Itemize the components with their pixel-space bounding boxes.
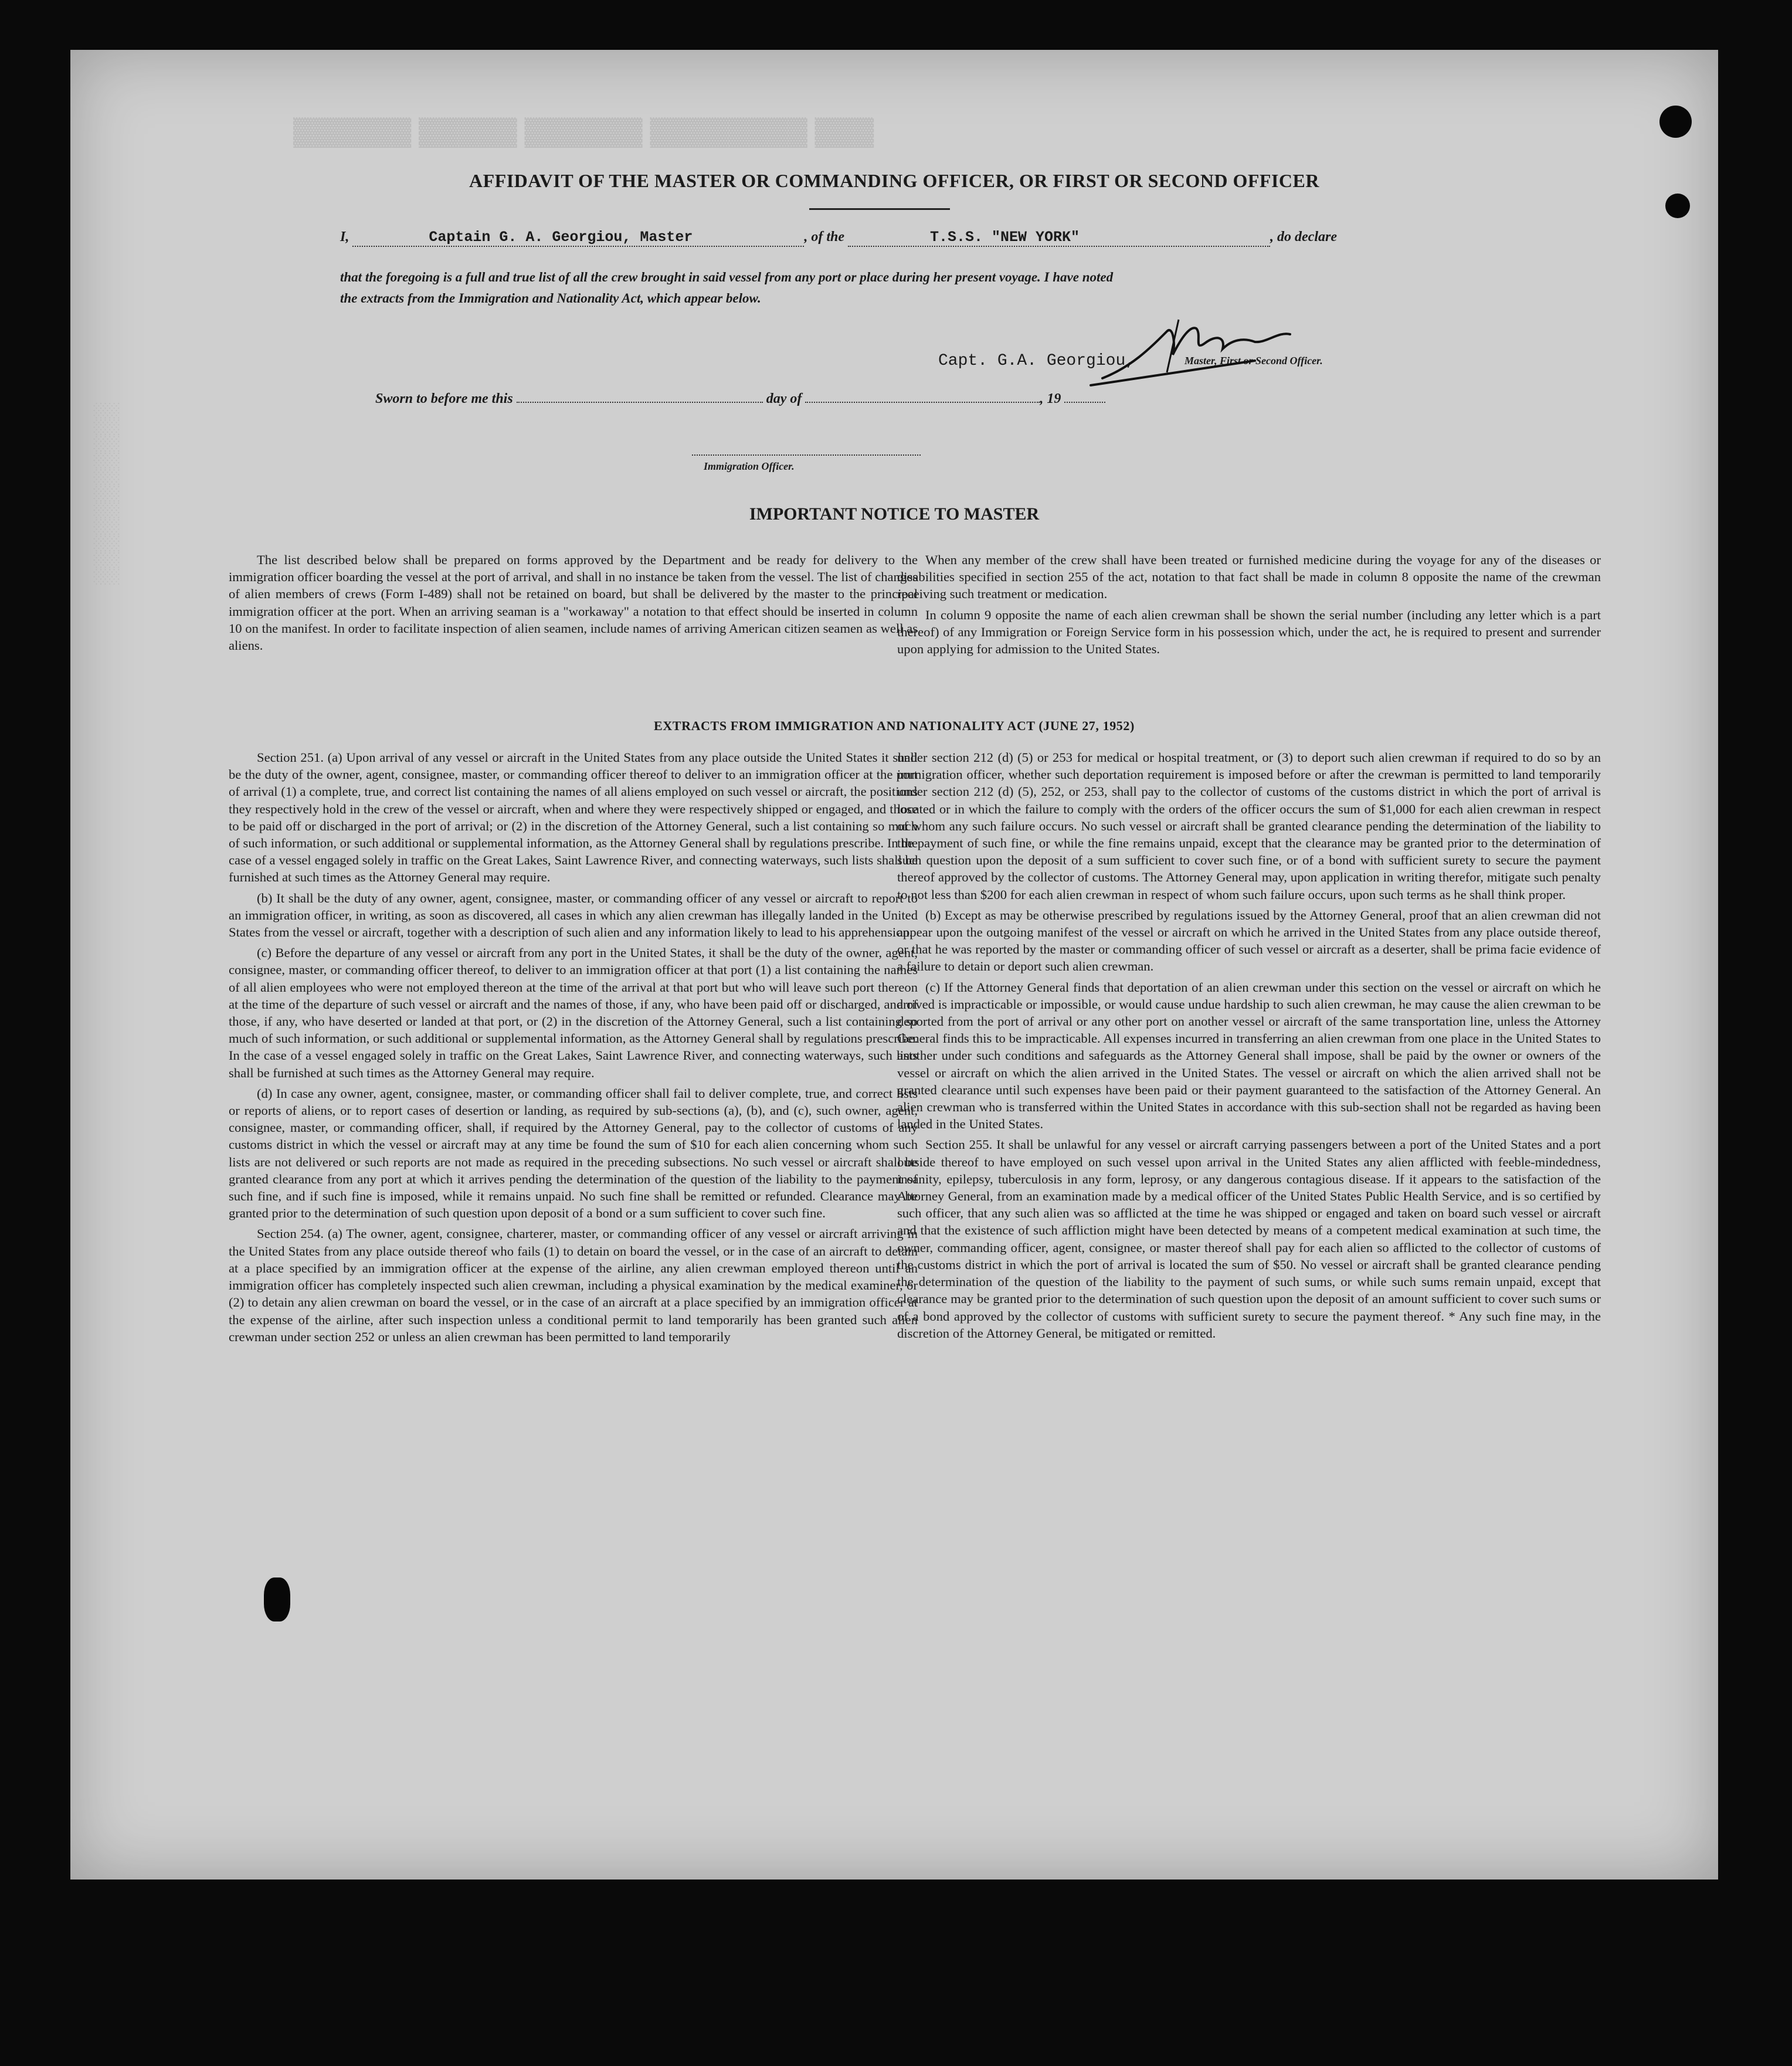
bleed-through-header: ▓▓▓ ▓▓▓▓▓▓▓▓ ▓▓▓▓▓▓ ▓▓▓▓▓ ▓▓▓▓▓▓ xyxy=(293,115,874,145)
sworn-blank xyxy=(517,402,763,403)
immigration-officer-label: Immigration Officer. xyxy=(704,460,795,472)
of-the-label: , of the xyxy=(804,229,845,245)
extract-section-251c: (c) Before the departure of any vessel or aircraft from any port in the United States, it shall be the duty of the owner, agent, consignee, master, or commanding officer thereof, to deliver to an immigration officer at that port (1) a list containing the names of all alien employees who were not employed thereon at the time of the arrival at that port but who will leave such port thereon at the time of the departure of such vessel or aircraft and the names of those, if any, who have been paid off or discharged, and of those, if any, who have deserted or landed at that port, or (2) in the discretion of the Attorney General, such a list containing so much of such information, or such additional or supplemental information, as the Attorney General shall by regulations prescribe. In the case of a vessel engaged solely in traffic on the Great Lakes, Saint Lawrence River, and connecting waterways, such lists shall be furnished at such times as the Attorney General may require. xyxy=(229,945,918,1080)
affidavit-statement xyxy=(340,267,1466,309)
handwritten-signature xyxy=(1079,308,1325,390)
affidavit-declaration-line xyxy=(340,229,1337,247)
affidavit-prefix: I, xyxy=(340,229,349,245)
extract-section-254b: (b) Except as may be otherwise prescribed by regulations issued by the Attorney General, proof that an alien crewman did not appear upon the outgoing manifest of the vessel or aircraft on which he arrived in the United States from any place outside thereof, or that he was reported by the master or commanding officer of such vessel or aircraft as a deserter, shall be prima facie evidence of a failure to detain or deport such alien crewman. xyxy=(897,907,1601,974)
do-declare-label: , do declare xyxy=(1270,229,1337,245)
extract-section-254c: (c) If the Attorney General finds that deportation of an alien crewman under this section on the vessel or aircraft on which he arrived is impracticable or impossible, or would cause undue hardship to such alien crewman, he may cause the alien crewman to be deported from the port of arrival or any other port on another vessel or aircraft of the same transportation line, unless the Attorney General finds this to be impracticable. All expenses incurred in transferring an alien crewman from one place in the United States to another under such conditions and safeguards as the Attorney General shall impose, shall be paid by the owner or owners of the vessel or aircraft on which the alien arrived in the United States. The vessel or aircraft on which the alien arrived shall not be granted clearance until such expenses have been paid or their payment guaranteed to the satisfaction of the Attorney General. An alien crewman who is transferred within the United States in accordance with this sub-section shall not be regarded as having been landed in the United States. xyxy=(897,979,1601,1132)
notice-right-column xyxy=(897,551,1601,661)
notice-left-column xyxy=(229,551,918,657)
extract-section-254a-continued: under section 212 (d) (5) or 253 for medical or hospital treatment, or (3) to deport such alien crewman if required to do so by an immigration officer, whether such deportation requirement is imposed before or after the crewman is permitted to land temporarily under section 212 (d) (5), 252, or 253, shall pay to the collector of customs of the customs district in which the port of arrival is located or in which the failure to comply with the orders of the officer occurs the sum of $1,000 for each alien crewman in respect of whom any such failure occurs. No such vessel or aircraft shall be granted clearance pending the determination of the liability to the payment of such fine, or while the fine remains unpaid, except that the clearance may be granted prior to the determination of such question upon the deposit of a sum sufficient to cover such fine, or of a bond with sufficient surety to secure the payment thereof approved by the collector of customs. The Attorney General may, upon application in writing therefor, mitigate such penalty to not less than $200 for each alien crewman in respect of whom such failure occurs, upon such terms as he shall think proper. xyxy=(897,750,1601,902)
notice-title: IMPORTANT NOTICE TO MASTER xyxy=(749,504,1040,524)
affidavit-title: AFFIDAVIT OF THE MASTER OR COMMANDING OFFICER, OR FIRST OR SECOND OFFICER xyxy=(469,170,1319,191)
extract-section-254a: Section 254. (a) The owner, agent, consignee, charterer, master, or commanding officer of any vessel or aircraft arriving in the United States from any place outside thereof who fails (1) to detain on board the vessel, or in the case of an aircraft to detain at a place specified by an immigration officer at the expense of the airline, any alien crewman employed thereon until an immigration officer has completely inspected such alien crewman, including a physical examination by the medical examiner, or (2) to detain any alien crewman on board the vessel, or in the case of an aircraft at a place specified by an immigration officer at the expense of the airline, after such inspection unless a conditional permit to land temporarily has been granted such alien crewman under section 252 or unless an alien crewman has been permitted to land temporarily xyxy=(229,1226,918,1344)
vessel-name-field: T.S.S. "NEW YORK" xyxy=(848,229,1270,247)
extracts-left-column xyxy=(229,749,918,1349)
master-name-field: Captain G. A. Georgiou, Master xyxy=(352,229,804,247)
bleed-through-margin: ░░░░░░░░░░░ xyxy=(94,402,120,585)
affidavit-statement-line-1: that the foregoing is a full and true list of all the crew brought in said vessel from any port or place during her present voyage. I have noted xyxy=(340,270,1114,284)
signature-role: Master, First or Second Officer. xyxy=(1185,355,1323,367)
extracts-right-column xyxy=(897,749,1601,1345)
punch-hole-top xyxy=(1659,106,1692,138)
extract-section-251a: Section 251. (a) Upon arrival of any vessel or aircraft in the United States from any place outside the United States it shall be the duty of the owner, agent, consignee, master, or commanding officer thereof to deliver to an immigration officer at the port of arrival (1) a complete, true, and correct list containing the names of all aliens employed on such vessel or aircraft, the positions they respectively hold in the crew of the vessel or aircraft, when and where they were respectively shipped or engaged, and those to be paid off or discharged in the port of arrival; or (2) in the discretion of the Attorney General, such a list containing so much of such information, or such additional or supplemental information, as the Attorney General shall by regulations prescribe. In the case of a vessel engaged solely in traffic on the Great Lakes, Saint Lawrence River, and connecting waterways, such lists shall be furnished at such times as the Attorney General may require. xyxy=(229,750,918,885)
notice-right-paragraph-1: When any member of the crew shall have been treated or furnished medicine during the voyage for any of the diseases or disabilities specified in section 255 of the act, notation to that fact shall be made in column 8 opposite the name of the crewman receiving such treatment or medication. xyxy=(897,552,1601,602)
notice-left-paragraph: The list described below shall be prepared on forms approved by the Department and be ready for delivery to the immigration officer boarding the vessel at the port of arrival, and shall in no instance be taken from the vessel. The list of changes of alien members of crews (Form I-489) shall not be retained on board, but shall be delivered by the master to the principal immigration officer at the port. When an arriving seaman is a "workaway" a notation to that effect should be inserted in column 10 on the manifest. In order to facilitate inspection of alien seamen, include names of arriving American citizen seamen as well as aliens. xyxy=(229,552,918,653)
manifest-page xyxy=(70,50,1718,1880)
punch-hole-middle xyxy=(1665,194,1690,218)
extracts-title: EXTRACTS FROM IMMIGRATION AND NATIONALITY ACT (JUNE 27, 1952) xyxy=(654,718,1135,733)
officer-signature-blank xyxy=(692,454,921,456)
signed-name: Capt. G.A. Georgiou, xyxy=(938,352,1136,370)
title-rule xyxy=(809,208,950,210)
sworn-label: Sworn to before me this xyxy=(375,391,513,406)
affidavit-statement-line-2: the extracts from the Immigration and Nationality Act, which appear below. xyxy=(340,291,761,306)
notice-right-paragraph-2: In column 9 opposite the name of each alien crewman shall be shown the serial number (including any letter which is a part thereof) of any Immigration or Foreign Service form in his possession which, under the act, he is required to present and surrender upon applying for admission to the United States. xyxy=(897,607,1601,657)
year-label: , 19 xyxy=(1040,391,1061,406)
extract-section-255: Section 255. It shall be unlawful for any vessel or aircraft carrying passengers between a port of the United States and a port outside thereof to have employed on such vessel upon arrival in the United States any alien afflicted with feeble-mindedness, insanity, epilepsy, tuberculosis in any form, leprosy, or any dangerous contagious disease. If it appears to the satisfaction of the Attorney General, from an examination made by a medical officer of the United States Public Health Service, and is so certified by such officer, that any such alien was so afflicted at the time he was shipped or engaged and taken on board such vessel or aircraft and that the existence of such affliction might have been detected by means of a competent medical examination at such time, the owner, commanding officer, agent, consignee, or master thereof shall pay for each alien so afflicted to the collector of customs of the customs district in which the port of arrival is located the sum of $50. No vessel or aircraft shall be granted clearance pending the determination of the question of the liability to the payment of such sums, or while such sums remain unpaid, except that clearance may be granted prior to the determination of such question upon the deposit of an amount sufficient to cover such sums or of a bond approved by the collector of customs with sufficient surety to secure the payment thereof. * Any such fine may, in the discretion of the Attorney General, be mitigated or remitted. xyxy=(897,1137,1601,1341)
year-blank xyxy=(1064,402,1105,403)
ink-blot xyxy=(264,1578,290,1621)
extract-section-251d: (d) In case any owner, agent, consignee, master, or commanding officer shall fail to deliver complete, true, and correct lists or reports of aliens, or to report cases of desertion or landing, as required by sub-sections (a), (b), and (c), such owner, agent, consignee, master, or commanding officer, shall, if required by the Attorney General, pay to the collector of customs of any customs district in which the vessel or aircraft may at any time be found the sum of $10 for each alien concerning whom such lists are not delivered or such reports are not made as required in the preceding subsections. No such vessel or aircraft shall be granted clearance from any port at which it arrives pending the determination of the question of the liability to the payment of such fine, and if such fine is imposed, while it remains unpaid. No such fine shall be remitted or refunded. Clearance may be granted prior to the determination of such question upon deposit of a bond or a sum sufficient to cover such fine. xyxy=(229,1085,918,1221)
sworn-line xyxy=(375,391,1105,407)
extract-section-251b: (b) It shall be the duty of any owner, agent, consignee, master, or commanding officer of any vessel or aircraft to report to an immigration officer, in writing, as soon as discovered, all cases in which any alien crewman has illegally landed in the United States from the vessel or aircraft, together with a description of such alien and any information likely to lead to his apprehension. xyxy=(229,890,918,940)
day-of-blank xyxy=(805,402,1040,403)
day-of-label: day of xyxy=(766,391,802,406)
